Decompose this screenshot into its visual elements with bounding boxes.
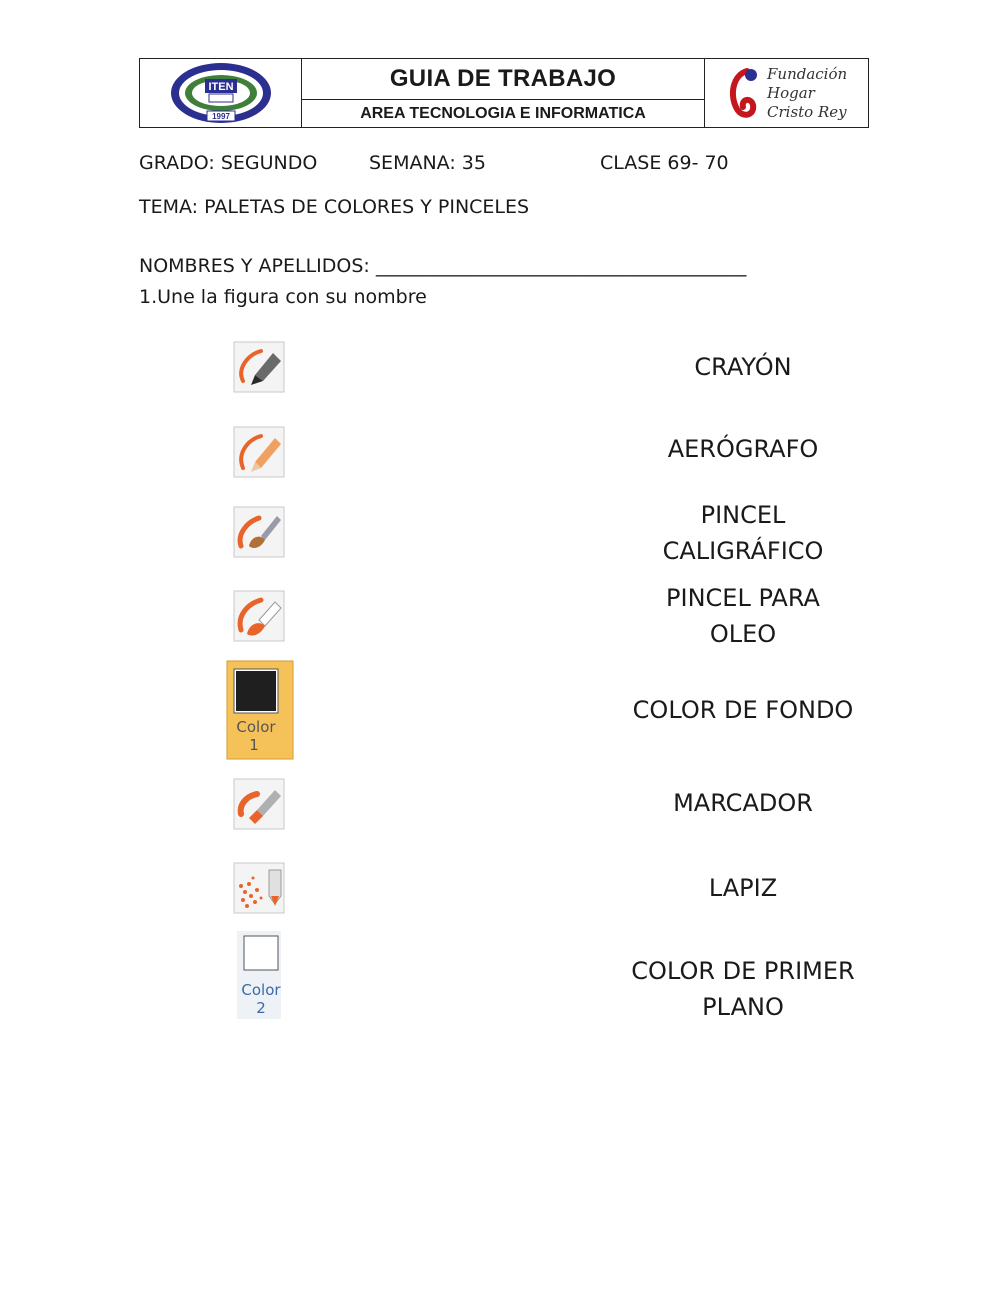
label-line: AERÓGRAFO bbox=[667, 435, 819, 463]
label-line: OLEO bbox=[709, 620, 777, 648]
foundation-logo bbox=[705, 59, 868, 127]
label-line: PINCEL bbox=[700, 501, 786, 529]
label-line: COLOR DE PRIMER bbox=[631, 957, 855, 985]
header-center bbox=[302, 59, 705, 127]
marker-icon[interactable] bbox=[233, 778, 285, 835]
color1-icon[interactable] bbox=[226, 660, 294, 765]
oil-brush-icon[interactable] bbox=[233, 590, 285, 647]
label-marcador[interactable] bbox=[620, 785, 866, 821]
label-line: LAPIZ bbox=[708, 874, 778, 902]
school-logo bbox=[140, 59, 302, 127]
airbrush-icon[interactable] bbox=[233, 862, 285, 919]
pencil-icon[interactable] bbox=[233, 426, 285, 483]
brush-icon[interactable] bbox=[233, 506, 285, 563]
seal-year: 1997 bbox=[211, 112, 230, 121]
color2-icon[interactable] bbox=[236, 930, 282, 1025]
nombres-field[interactable]: NOMBRES Y APELLIDOS: _______________________________________ bbox=[139, 255, 747, 277]
calligraphy-pen-icon[interactable] bbox=[233, 341, 285, 398]
label-color-fondo[interactable] bbox=[620, 692, 866, 728]
instruction-text: 1.Une la figura con su nombre bbox=[139, 286, 427, 308]
foundation-name bbox=[767, 65, 847, 122]
page-subtitle: AREA TECNOLOGIA E INFORMATICA bbox=[360, 104, 646, 122]
foundation-swirl-icon bbox=[727, 65, 761, 121]
label-line: CRAYÓN bbox=[694, 353, 792, 381]
semana-text: SEMANA: 35 bbox=[369, 152, 486, 174]
label-line: PLANO bbox=[702, 993, 784, 1021]
color2-number: 2 bbox=[256, 999, 266, 1017]
color1-number: 1 bbox=[249, 736, 259, 754]
label-line: COLOR DE FONDO bbox=[632, 696, 854, 724]
grado-text: GRADO: SEGUNDO bbox=[139, 152, 318, 174]
foundation-line: Hogar bbox=[767, 83, 815, 102]
school-seal-icon bbox=[169, 61, 273, 125]
clase-text: CLASE 69- 70 bbox=[600, 152, 729, 174]
foundation-line: Cristo Rey bbox=[767, 102, 847, 121]
label-color-primer-plano[interactable] bbox=[620, 953, 866, 1025]
label-line: PINCEL PARA bbox=[666, 584, 820, 612]
header-table bbox=[139, 58, 869, 128]
label-crayon[interactable] bbox=[620, 349, 866, 385]
color1-caption: Color bbox=[236, 718, 276, 736]
label-line: CALIGRÁFICO bbox=[662, 537, 824, 565]
color2-caption: Color bbox=[241, 981, 281, 999]
page-title: GUIA DE TRABAJO bbox=[302, 59, 704, 100]
label-lapiz[interactable] bbox=[620, 870, 866, 906]
label-line: MARCADOR bbox=[673, 789, 813, 817]
label-pincel-oleo[interactable] bbox=[620, 580, 866, 652]
label-aerografo[interactable] bbox=[620, 431, 866, 467]
seal-initials: ITEN bbox=[207, 81, 234, 93]
foundation-line: Fundación bbox=[767, 64, 848, 83]
label-pincel-caligrafico[interactable] bbox=[620, 497, 866, 569]
tema-text: TEMA: PALETAS DE COLORES Y PINCELES bbox=[139, 196, 530, 218]
